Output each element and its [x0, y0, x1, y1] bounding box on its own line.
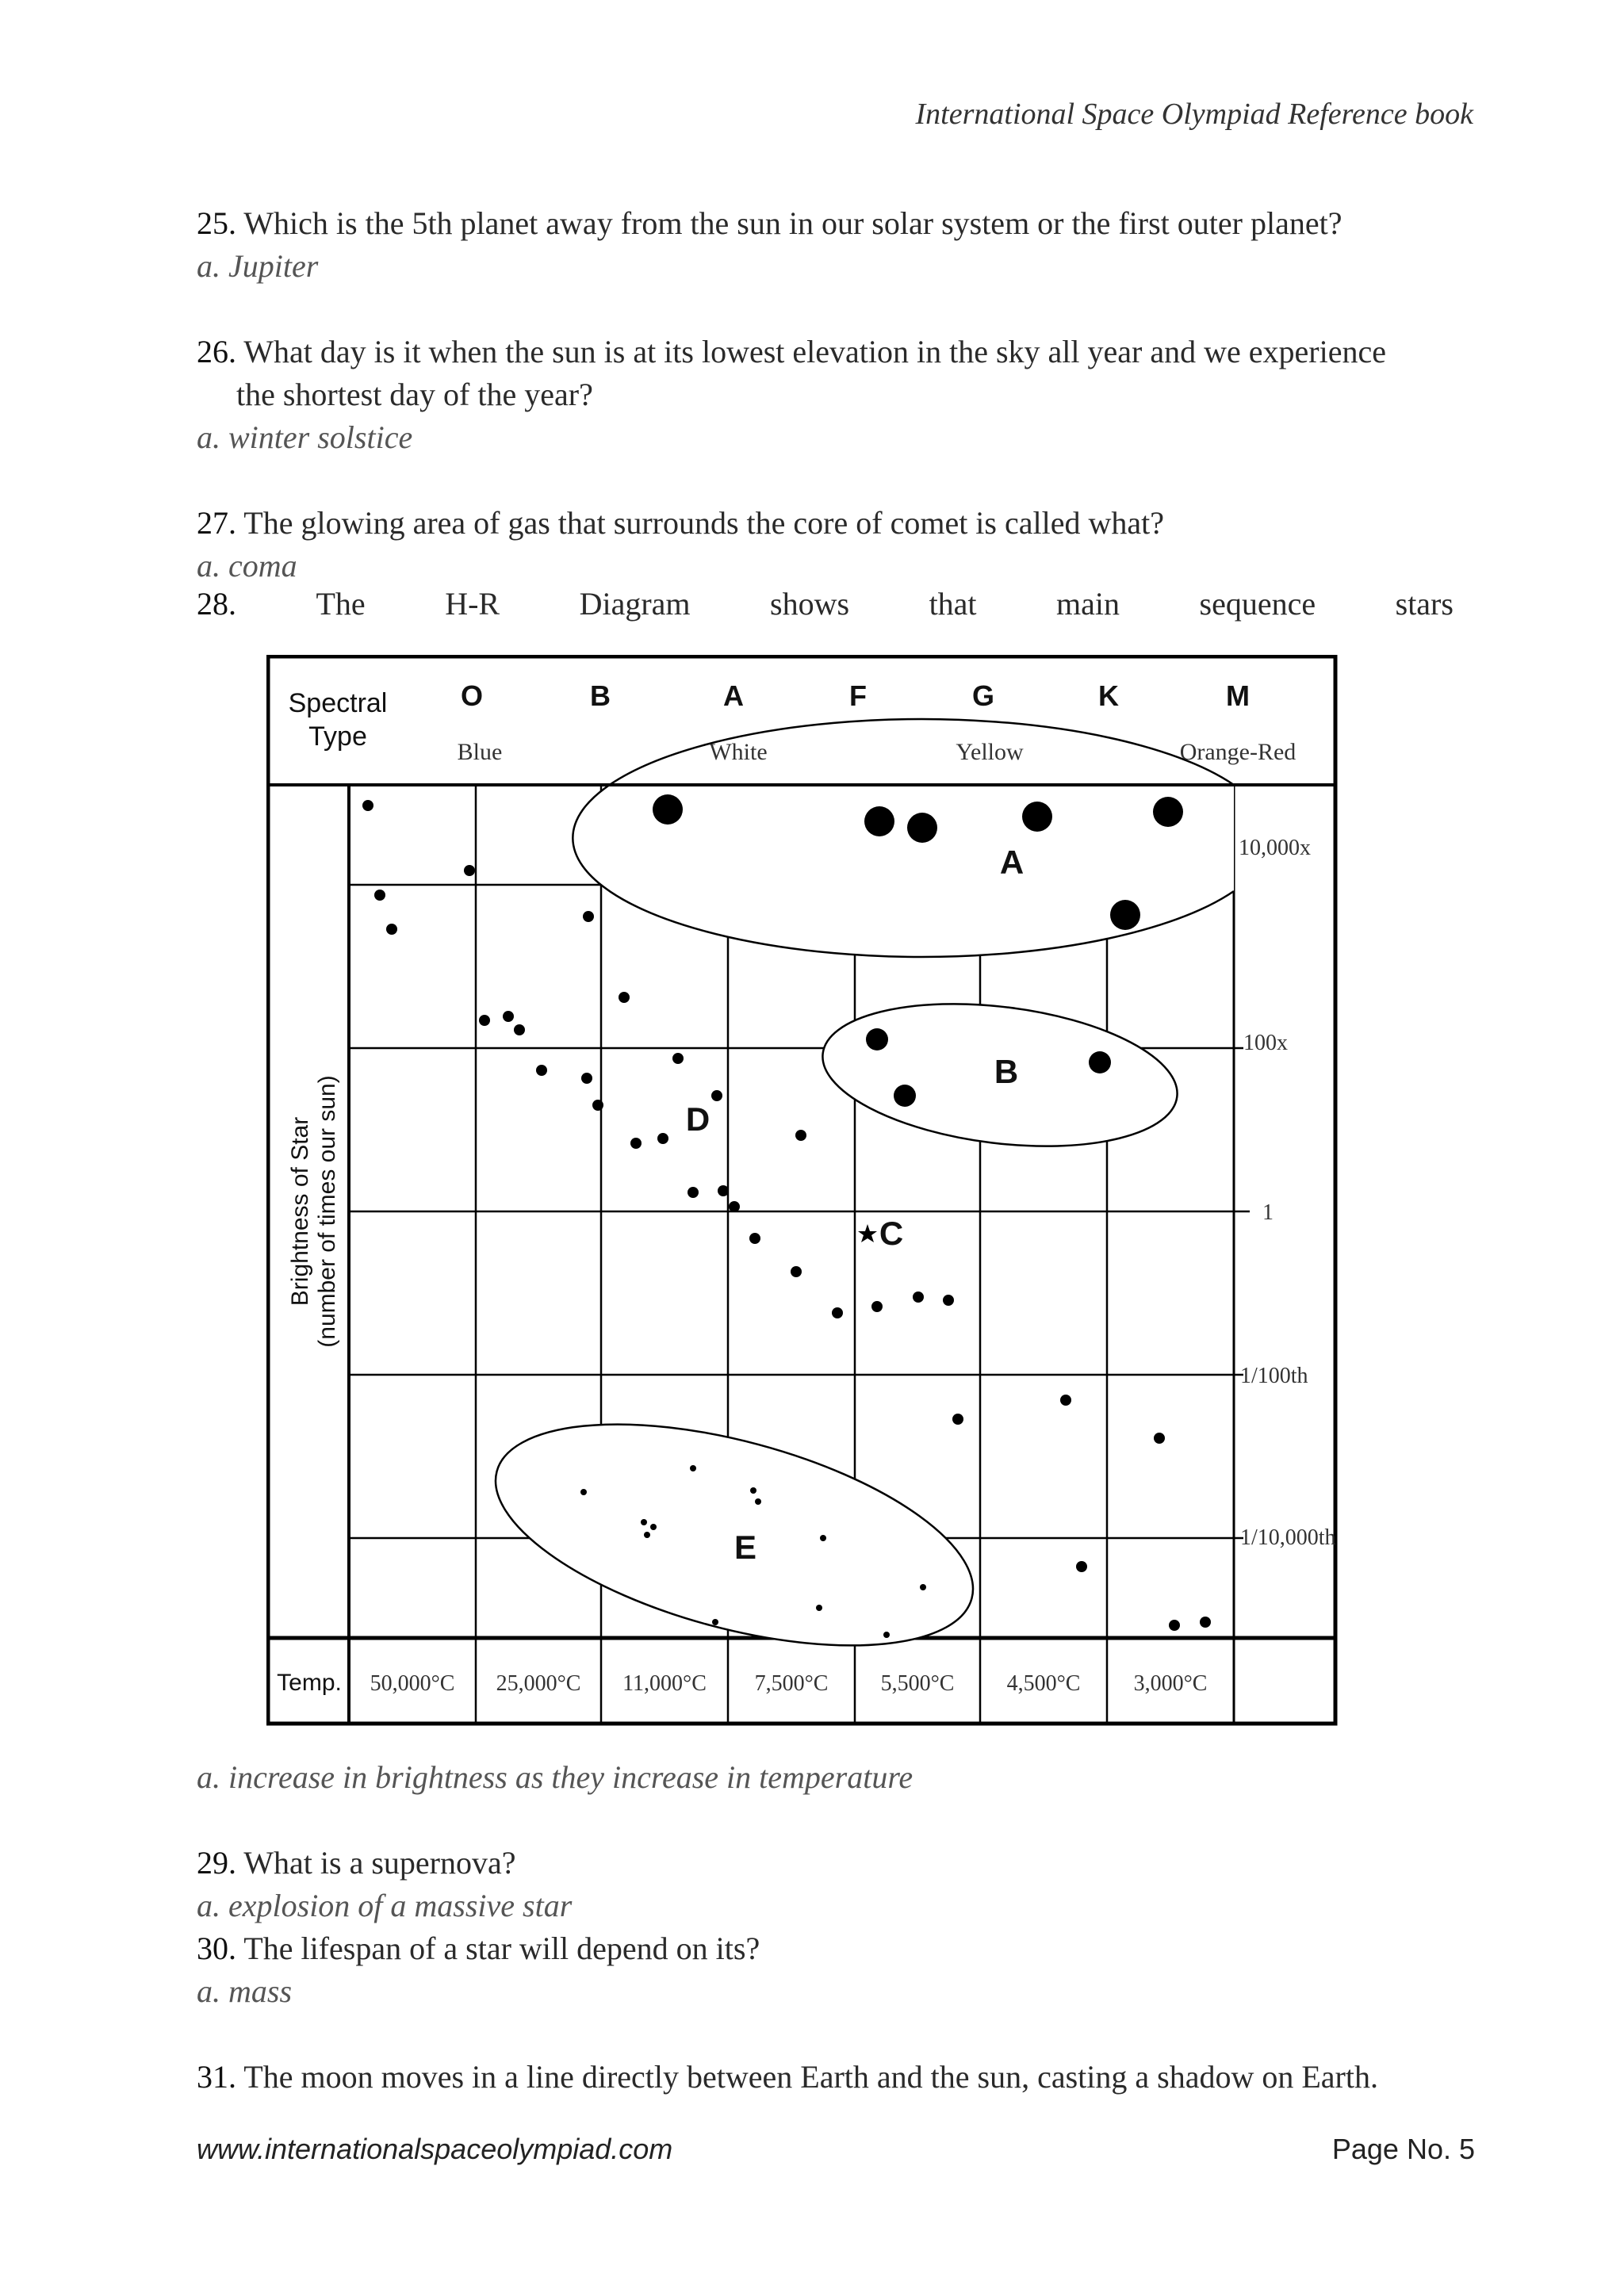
star-dot [718, 1185, 729, 1196]
question-text: Which is the 5th planet away from the sun in our solar system or the first outer planet? [236, 205, 1342, 241]
star-dot [791, 1266, 802, 1277]
star-dot [374, 890, 385, 901]
star-dot [592, 1100, 603, 1111]
star-dot [362, 800, 373, 811]
star-dot [641, 1519, 647, 1525]
temp-value: 11,000°C [622, 1671, 707, 1696]
star-dot [952, 1414, 963, 1425]
star-dot [650, 1524, 657, 1530]
star-dot [479, 1015, 490, 1026]
region-label-d: D [685, 1100, 710, 1138]
star-dot [795, 1130, 806, 1141]
question-number: 26. [197, 334, 236, 369]
star-dot [583, 911, 594, 922]
answer-26: a. winter solstice [197, 419, 413, 455]
star-dot [1200, 1617, 1211, 1628]
color-blue: Blue [457, 739, 503, 765]
question-number: 31. [197, 2059, 236, 2095]
star-dot [581, 1073, 592, 1084]
star-dot [871, 1301, 883, 1312]
region-label-e: E [733, 1529, 757, 1566]
spectral-type-o: O [460, 679, 484, 712]
star-dot [657, 1133, 668, 1144]
question-word: H-R [445, 586, 500, 622]
y-axis-label: Brightness of Star [287, 1116, 313, 1307]
question-28 [197, 585, 1454, 622]
answer-29: a. explosion of a massive star [197, 1888, 573, 1923]
star-dot [464, 865, 475, 876]
question-word: The [316, 586, 366, 622]
footer-page-number: Page No. 5 [1331, 2133, 1475, 2165]
answer-25: a. Jupiter [197, 248, 319, 284]
question-29 [197, 1844, 515, 1881]
brightness-tick: 10,000x [1239, 836, 1311, 860]
star-dot [749, 1233, 760, 1244]
star-dot [755, 1498, 761, 1505]
star-dot [920, 1584, 926, 1590]
spectral-type-b: B [590, 679, 611, 712]
horizontal-grid [349, 885, 1250, 1538]
answer-27: a. coma [197, 548, 297, 584]
question-text: The lifespan of a star will depend on its? [236, 1931, 760, 1966]
question-text: The glowing area of gas that surrounds the core of comet is called what? [236, 505, 1164, 541]
star-dot [820, 1535, 826, 1541]
question-text: The moon moves in a line directly between Earth and the sun, casting a shadow on Earth. [236, 2059, 1378, 2095]
question-number: 28. [197, 586, 236, 622]
spectral-type-a: A [723, 679, 744, 712]
spectral-type-label: Spectral [288, 688, 388, 718]
hr-diagram [266, 655, 1339, 1727]
star-dot [386, 924, 397, 935]
star-dot [1169, 1620, 1180, 1631]
question-number: 25. [197, 205, 236, 241]
sun-star-icon [858, 1224, 877, 1242]
star-dot [1089, 1051, 1111, 1073]
star-dot [688, 1187, 699, 1198]
star-dot [1022, 802, 1052, 832]
star-dot [580, 1489, 587, 1495]
star-dot [644, 1532, 650, 1538]
temp-value: 7,500°C [754, 1671, 829, 1696]
brightness-tick: 1/100th [1240, 1364, 1308, 1388]
question-number: 30. [197, 1931, 236, 1966]
question-number: 27. [197, 505, 236, 541]
star-dot [653, 794, 683, 825]
brightness-tick: 1/10,000th [1240, 1525, 1336, 1550]
star-dot [711, 1090, 722, 1101]
answer-28: a. increase in brightness as they increase in temperature [197, 1759, 914, 1795]
answer-30: a. mass [197, 1973, 293, 2009]
star-dot [536, 1065, 547, 1076]
star-dot [864, 806, 894, 836]
star-dot [672, 1053, 684, 1064]
star-dot [1153, 797, 1183, 827]
star-dot [883, 1632, 890, 1638]
star-dot [514, 1024, 525, 1035]
spectral-type-k: K [1098, 679, 1119, 712]
star-dot [1060, 1395, 1071, 1406]
question-word: shows [770, 586, 850, 622]
star-dot [943, 1295, 954, 1306]
star-dot [894, 1085, 916, 1107]
star-dot [907, 813, 937, 843]
question-30 [197, 1930, 760, 1967]
star-dot [630, 1138, 642, 1149]
question-word: stars [1395, 586, 1454, 622]
question-word: Diagram [579, 586, 691, 622]
question-word: sequence [1199, 586, 1316, 622]
question-word: that [929, 586, 977, 622]
question-26 [197, 333, 1386, 370]
star-dot [816, 1605, 822, 1611]
y-axis-label: (number of times our sun) [314, 1075, 340, 1348]
temp-value: 4,500°C [1006, 1671, 1081, 1696]
question-26-continued: the shortest day of the year? [236, 377, 593, 412]
region-label-b: B [994, 1053, 1019, 1090]
temp-value: 5,500°C [880, 1671, 955, 1696]
region-label-a: A [999, 844, 1025, 881]
color-white: White [709, 739, 768, 765]
page-header: International Space Olympiad Reference book [915, 98, 1473, 131]
spectral-type-label: Type [308, 721, 367, 752]
color-orange-red: Orange-Red [1179, 739, 1297, 765]
spectral-type-g: G [971, 679, 995, 712]
question-25 [197, 205, 1342, 242]
star-dot [729, 1201, 740, 1212]
question-text: What is a supernova? [236, 1845, 516, 1881]
star-dot [619, 992, 630, 1003]
color-yellow: Yellow [956, 739, 1024, 765]
star-dot [503, 1011, 514, 1022]
brightness-tick: 1 [1262, 1200, 1274, 1225]
star-dot [832, 1307, 843, 1318]
region-label-c: C [879, 1215, 904, 1252]
spectral-type-f: F [849, 679, 867, 712]
question-text: What day is it when the sun is at its lowest elevation in the sky all year and we experience [236, 334, 1386, 369]
question-number: 29. [197, 1845, 236, 1881]
temp-label: Temp. [277, 1670, 342, 1696]
star-dot [1076, 1561, 1087, 1572]
star-dot [712, 1619, 718, 1625]
brightness-tick: 100x [1243, 1031, 1288, 1055]
temp-value: 25,000°C [496, 1671, 581, 1696]
question-27 [197, 504, 1164, 541]
question-word: main [1056, 586, 1120, 622]
question-31 [197, 2058, 1378, 2095]
temp-value: 50,000°C [370, 1671, 455, 1696]
temp-value: 3,000°C [1133, 1671, 1208, 1696]
star-dot [1154, 1433, 1165, 1444]
footer-website-link[interactable]: www.internationalspaceolympiad.com [197, 2133, 673, 2165]
star-dot [750, 1487, 756, 1494]
star-dot [690, 1465, 696, 1471]
star-dot [866, 1028, 888, 1050]
star-dot [913, 1292, 924, 1303]
star-dot [1110, 900, 1140, 930]
spectral-type-m: M [1226, 679, 1250, 712]
